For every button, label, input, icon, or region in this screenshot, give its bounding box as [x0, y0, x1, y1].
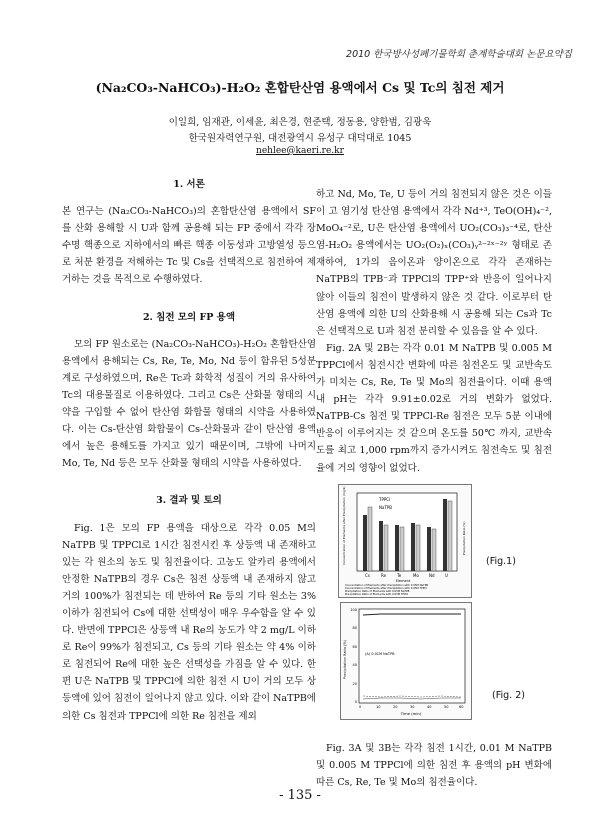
fig2-plot-area: [359, 609, 465, 703]
right-column-bottom: [316, 740, 552, 791]
fig1-legend-item: Concentration of Elements after Precipitation with 0.05M TPPCl: [345, 587, 427, 590]
fig1-y2-axis-label: Precipitation Ratio (%): [462, 521, 466, 555]
section-heading-intro: 1. 서론: [173, 179, 205, 190]
fig1-legend: [345, 583, 428, 596]
fig2-y-axis-label: Precipitation Ratio (%): [343, 639, 347, 679]
fig1-legend-item: Concentration of Elements after Precipitation with 0.05M NaTPB: [345, 584, 429, 587]
figure-2-chart: [340, 602, 472, 720]
fig1-bar: [395, 525, 399, 571]
right-paragraph-2: Fig. 2A 및 2B는 각각 0.01 M NaTPB 및 0.005 M TPPCl에서 침전시간 변화에 따른 침전온도 및 교반속도가 미치는 Cs, Re, Te 및 Mo의 침전율이다. 이때 용액 내 pH는 각각 9.91±0.02로 거의 변화가 없었다. NaTPB-Cs 침전 및 TPPCl-Re 침전은 모두 5분 이내에 반응이 이루어지는 것 같으며 온도를 50℃ 까지, 교반속도를 최고 1,000 rpm까지 증가시켜도 침전속도 및 침전율에 거의 영향이 없었다.: [316, 342, 552, 474]
fig2-y-tick: 60: [352, 645, 357, 649]
fig1-x-tick: Mo: [413, 573, 419, 578]
fig1-legend-item: Precipitation Ratio of Elements with 0.05M TPPCl: [345, 593, 409, 596]
intro-paragraph: 본 연구는 (Na₂CO₃-NaHCO₃)의 혼합탄산염 용액에서 SF를 산화 용해할 시 U과 함께 공용해 되는 FP 중에서 각각 장수명 핵종으로 지하에서의 빠른 핵종 이동성과 고방열성 등으로 처분 환경을 저해하는 Tc 및 Cs을 선택적으로 침전하여 제거하는 것을 목적으로 수행하였다.: [62, 206, 316, 286]
fig1-x-tick: Nd: [429, 573, 435, 578]
section-heading-results: 3. 결과 및 토의: [156, 495, 222, 507]
fig1-bar: [432, 529, 436, 571]
fig2-x-tick-labels: [359, 705, 463, 709]
affiliation: 한국원자력연구원, 대전광역시 유성구 대덕대로 1045: [188, 133, 412, 144]
fig2-x-tick: 50: [444, 705, 449, 709]
fig2-y-tick: 40: [352, 663, 357, 667]
fig2-y-tick-labels: [350, 608, 357, 704]
left-column: [62, 176, 316, 725]
fig1-annot-tppcl: TPPCl: [379, 497, 391, 502]
fig1-x-tick: U: [445, 573, 448, 578]
fig2-x-tick: 10: [376, 705, 381, 709]
figure-1-chart: [338, 484, 472, 598]
fig1-annot-natpb: NaTPB: [379, 505, 393, 510]
figure-2-caption: (Fig. 2): [492, 690, 525, 701]
page-number: - 135 -: [279, 788, 321, 803]
figure-2-svg: [341, 603, 471, 719]
fig2-panel-tag: (A) 0.01M NaTPB: [365, 652, 395, 656]
fig1-legend-item: Precipitation Ratio of Elements with 0.05M NaTPB: [345, 590, 410, 593]
fig2-x-tick: 30: [410, 705, 415, 709]
author-list: 이일희, 임재관, 이세윤, 최은경, 현준택, 정동용, 양한범, 김광욱: [168, 117, 432, 128]
author-email[interactable]: nehlee@kaeri.re.kr: [256, 146, 344, 156]
fig1-bar: [384, 525, 388, 571]
results-paragraph: Fig. 1은 모의 FP 용액을 대상으로 각각 0.05 M의 NaTPB 및 TPPCl로 1시간 침전시킨 후 상등액 내 존재하고 있는 각 원소의 농도 및 침전율이다. 고농도 알카리 용액에서 안정한 NaTPB의 경우 Cs은 침전 상등액 내 존재하지 않고 거의 100%가 침전되는 데 반하여 Re 등의 기타 원소는 3% 이하가 침전되어 Cs에 대한 선택성이 매우 우수함을 알 수 있다. 반면에 TPPCl은 상등액 내 Re의 농도가 약 2 mg/L 이하로 Re이 99%가 침전되고, Cs 등의 기타 원소는 약 4% 이하로 침전되어 Re에 대한 높은 선택성을 가짐을 알 수 있다. 한편 U은 NaTPB 및 TPPCl에 의한 침전 시 U이 거의 모두 상등액에 있어 침전이 일어나지 않고 있다. 이와 같이 NaTPB에 의한 Cs 침전과 TPPCl에 의한 Re 침전을 제외: [62, 522, 316, 722]
fig2-x-tick: 60: [459, 705, 464, 709]
fig2-x-tick: 0: [359, 705, 362, 709]
fig1-x-tick: Te: [397, 573, 402, 578]
fig1-bar: [443, 499, 447, 571]
right-paragraph-3: Fig. 3A 및 3B는 각각 침전 1시간, 0.01 M NaTPB 및 0.005 M TPPCl에 의한 침전 후 용액의 pH 변화에 따른 Cs, Re, Te 및 Mo의 침전율이다.: [316, 743, 552, 789]
section-heading-method: 2. 침전 모의 FP 용액: [142, 311, 236, 323]
fig1-bar: [448, 501, 452, 571]
fig1-bar: [416, 525, 420, 571]
fig2-x-tick: 20: [393, 705, 398, 709]
figure-1-svg: [339, 485, 471, 597]
fig2-x-tick: 40: [427, 705, 432, 709]
fig2-y-tick: 80: [352, 626, 357, 630]
fig1-x-tick-labels: [365, 573, 448, 578]
fig2-y-tick: 100: [350, 608, 357, 612]
fig1-y-axis-label: Concentration of Elements after Precipitation (mg/L): [342, 486, 346, 565]
fig1-bar: [363, 515, 367, 571]
right-paragraph-1: 하고 Nd, Mo, Te, U 등이 거의 침전되지 않은 것은 이들이 고 염기성 탄산염 용액에서 각각 Nd⁺³, TeO(OH)₄⁻², MoO₄⁻²로, U은 탄산염 용액에서 UO₂(CO₃)₃⁻⁴로, 탄산염-H₂O₂ 용액에서는 UO₂(O₂)ₓ(CO₃)ᵧ²⁻²ˣ⁻²ʸ 형태로 존재하여, 1가의 음이온과 양이온으로 각각 존재하는 NaTPB의 TPB⁻과 TPPCl의 TPP⁺와 반응이 일어나지 않아 이들의 침전이 발생하지 않은 것 같다. 이로부터 탄산염 용액에 의한 U의 산화용해 시 공용해 되는 Cs과 Tc은 선택적으로 U과 침전 분리할 수 있음을 알 수 있다.: [316, 189, 552, 337]
fig2-x-axis-label: Time (min): [400, 711, 422, 716]
fig1-bar: [411, 523, 415, 571]
fig1-bar: [400, 527, 404, 571]
fig1-bar: [379, 521, 383, 571]
fig1-x-axis-label: Element: [395, 579, 411, 583]
running-header: 2010 한국방사성폐기물학회 춘계학술대회 논문요약집: [346, 49, 572, 60]
fig1-bar: [368, 507, 372, 571]
method-paragraph: 모의 FP 원소로는 (Na₂CO₃-NaHCO₃)-H₂O₂ 혼합탄산염 용액에서 용해되는 Cs, Re, Te, Mo, Nd 등이 함유된 5성분 계로 구성하였으며, Re은 Tc과 화학적 성질이 거의 유사하여 Tc의 대용물질로 이용하였다. 그리고 Cs은 산화물 형태의 시약을 구입할 수 없어 탄산염 화합물 형태의 시약을 사용하였다. 이는 Cs-탄산염 화합물이 Cs-산화물과 같이 탄산염 용액에서 높은 용해도를 가지고 있기 때문이며, 그밖에 나머지 Mo, Te, Nd 등은 모두 산화물 형태의 시약을 사용하였다.: [62, 338, 316, 470]
figure-1-caption: (Fig.1): [486, 556, 516, 567]
fig1-x-tick: Cs: [365, 573, 370, 578]
right-column: [316, 186, 552, 477]
fig2-y-tick: 0: [354, 700, 357, 704]
fig2-y-tick: 20: [352, 682, 357, 686]
fig1-bar: [427, 527, 431, 571]
paper-title: (Na₂CO₃-NaHCO₃)-H₂O₂ 혼합탄산염 용액에서 Cs 및 Tc의 침전 제거: [95, 80, 505, 95]
fig1-x-tick: Re: [381, 573, 387, 578]
